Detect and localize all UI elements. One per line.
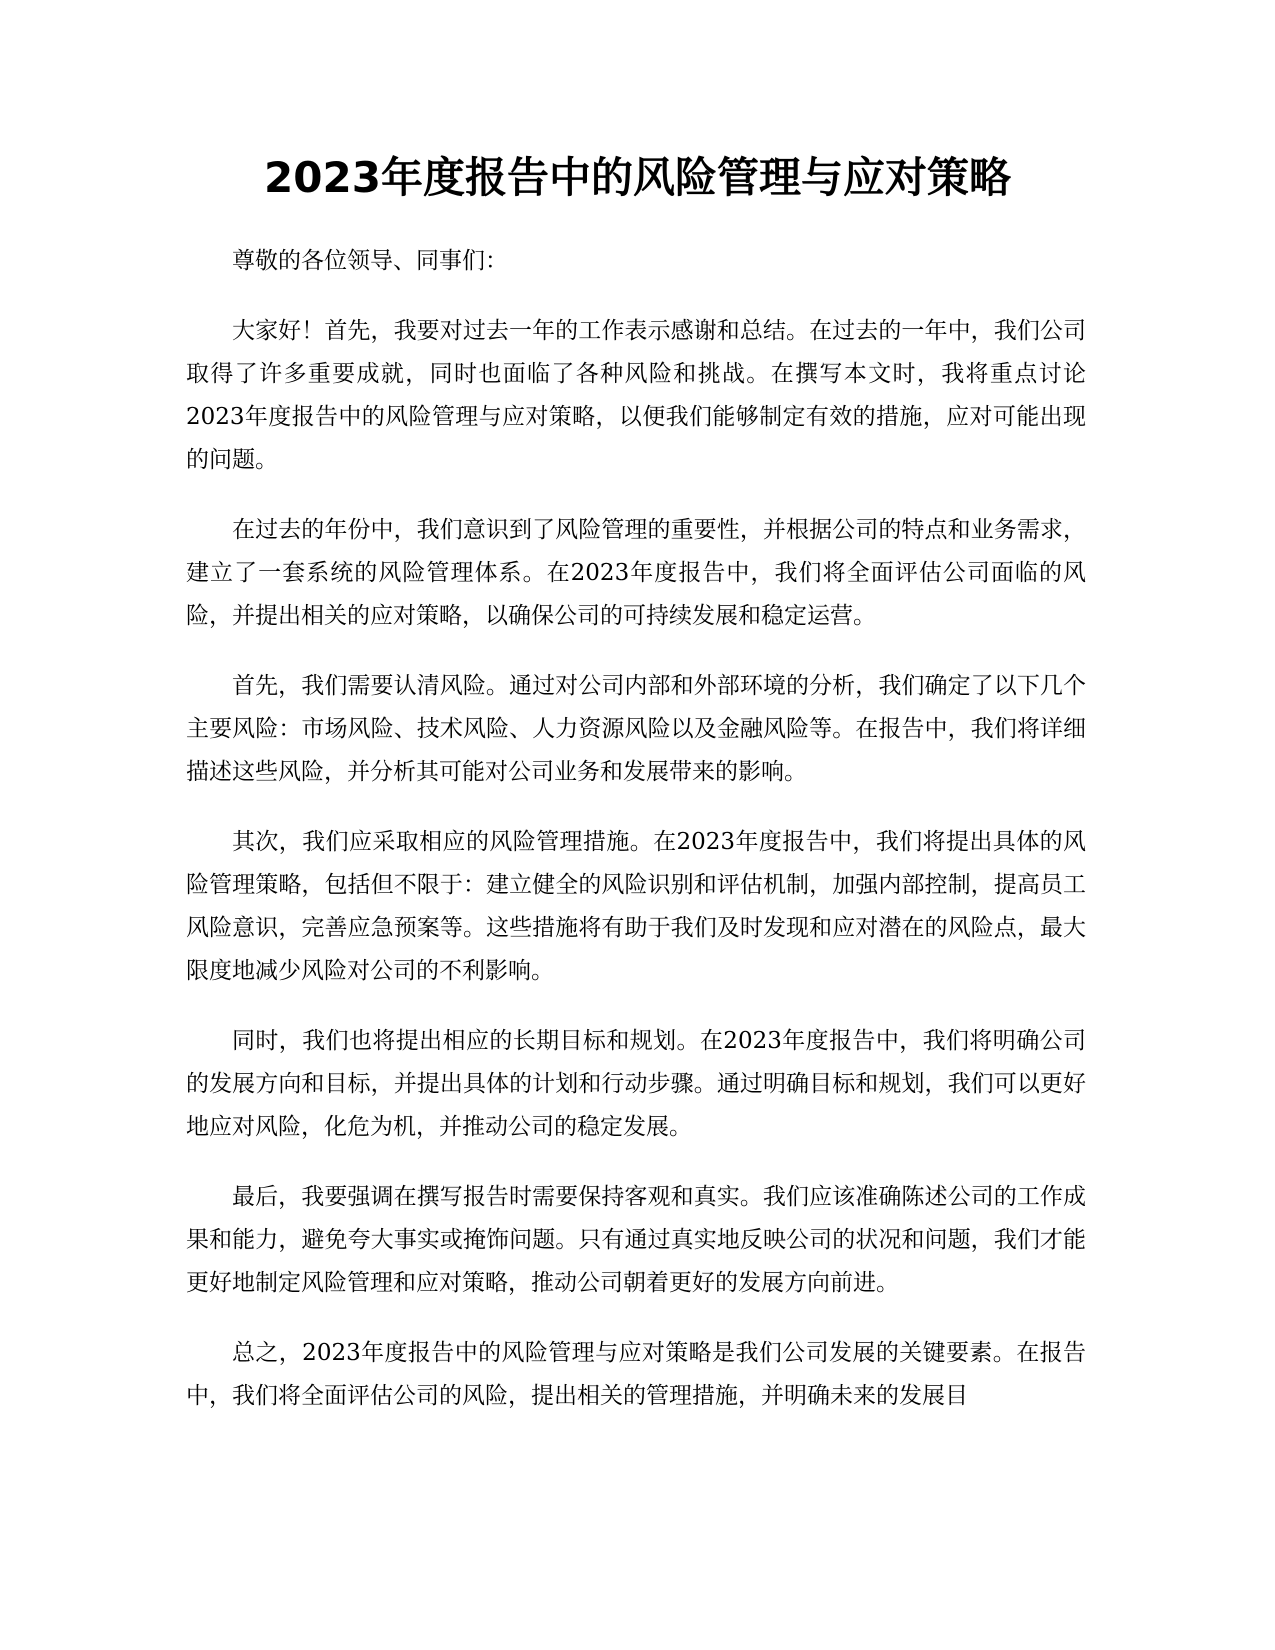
body-paragraph: 首先，我们需要认清风险。通过对公司内部和外部环境的分析，我们确定了以下几个主要风险：市场风险、技术风险、人力资源风险以及金融风险等。在报告中，我们将详细描述这些风险，并分析其可能对公司业务和发展带来的影响。 [186,673,1086,785]
body-paragraph: 最后，我要强调在撰写报告时需要保持客观和真实。我们应该准确陈述公司的工作成果和能力，避免夸大事实或掩饰问题。只有通过真实地反映公司的状况和问题，我们才能更好地制定风险管理和应对策略，推动公司朝着更好的发展方向前进。 [186,1184,1086,1296]
document-body [186,240,1086,1445]
body-paragraph: 同时，我们也将提出相应的长期目标和规划。在2023年度报告中，我们将明确公司的发展方向和目标，并提出具体的计划和行动步骤。通过明确目标和规划，我们可以更好地应对风险，化危为机，并推动公司的稳定发展。 [186,1028,1086,1140]
body-paragraph: 大家好！首先，我要对过去一年的工作表示感谢和总结。在过去的一年中，我们公司取得了许多重要成就，同时也面临了各种风险和挑战。在撰写本文时，我将重点讨论2023年度报告中的风险管理与应对策略，以便我们能够制定有效的措施，应对可能出现的问题。 [186,318,1086,473]
salutation: 尊敬的各位领导、同事们： [232,248,508,274]
document-title: 2023年度报告中的风险管理与应对策略 [264,153,1011,202]
body-paragraph: 其次，我们应采取相应的风险管理措施。在2023年度报告中，我们将提出具体的风险管理策略，包括但不限于：建立健全的风险识别和评估机制，加强内部控制，提高员工风险意识，完善应急预案等。这些措施将有助于我们及时发现和应对潜在的风险点，最大限度地减少风险对公司的不利影响。 [186,829,1086,984]
body-paragraph: 总之，2023年度报告中的风险管理与应对策略是我们公司发展的关键要素。在报告中，我们将全面评估公司的风险，提出相关的管理措施，并明确未来的发展目 [186,1340,1086,1409]
body-paragraph: 在过去的年份中，我们意识到了风险管理的重要性，并根据公司的特点和业务需求，建立了一套系统的风险管理体系。在2023年度报告中，我们将全面评估公司面临的风险，并提出相关的应对策略，以确保公司的可持续发展和稳定运营。 [186,517,1086,629]
